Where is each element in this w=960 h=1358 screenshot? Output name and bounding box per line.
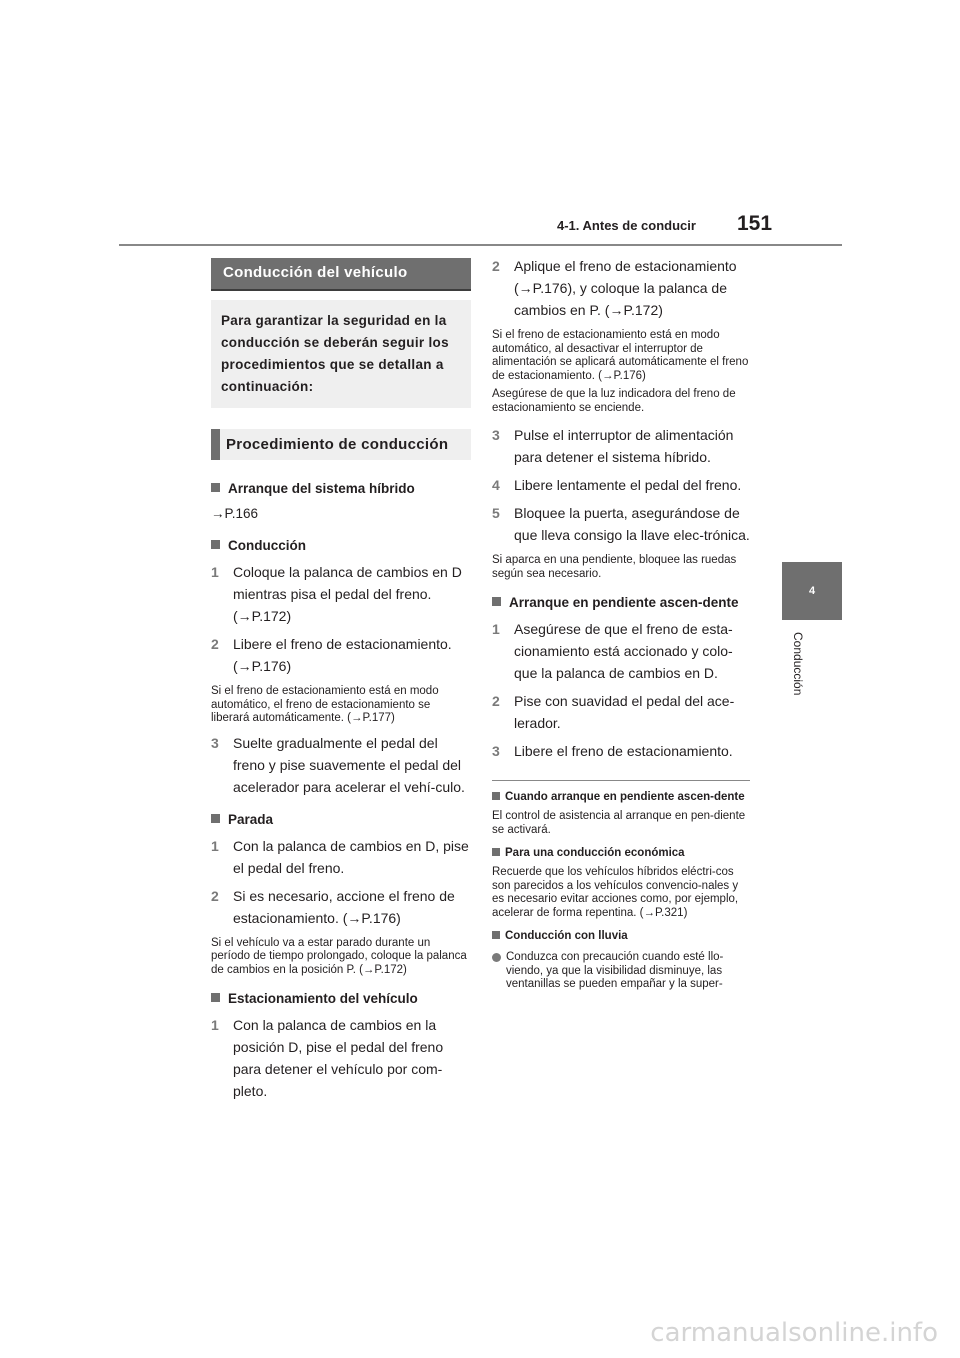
step-number: 1 — [211, 564, 219, 580]
step-number: 2 — [211, 636, 219, 652]
chapter-tab[interactable]: 4 — [782, 562, 842, 620]
info-text: Recuerde que los vehículos híbridos eléctri-cos son parecidos a los vehículos convencio-nales y es necesario evitar acciones como, por ejemplo, acelerar de forma repentina. (→P.321) — [492, 866, 739, 919]
step-number: 3 — [211, 734, 219, 751]
main-heading: Conducción del vehículo — [211, 258, 471, 291]
note-text: Si el freno de estacionamiento está en modo automático, al desactivar el interruptor de alimentación se aplicará automáticamente el freno de estacionamiento. (→P.176) — [492, 329, 749, 382]
step-text: Con la palanca de cambios en D, pise el pedal del freno. — [233, 837, 469, 876]
step-number: 1 — [492, 621, 500, 637]
note-text: Asegúrese de que la luz indicadora del freno de estacionamiento se enciende. — [492, 388, 736, 414]
info-heading-text: Cuando arranque en pendiente ascen-dente — [505, 791, 745, 803]
step-text: Coloque la palanca de cambios en D mientras pisa el pedal del freno. (→P.172) — [233, 564, 462, 624]
info-text: El control de asistencia al arranque en pen-diente se activará. — [492, 810, 746, 836]
square-bullet-icon — [211, 483, 220, 492]
square-bullet-icon — [211, 814, 220, 823]
running-header-section: 4-1. Antes de conducir — [557, 218, 696, 233]
subheading-driving — [211, 537, 471, 555]
step-text: Libere el freno de estacionamiento. — [514, 743, 733, 759]
step-number: 2 — [211, 887, 219, 904]
subheading-text: Conducción — [228, 538, 306, 553]
subheading-stopping — [211, 811, 471, 829]
step-item — [492, 502, 750, 546]
step-text: Asegúrese de que el freno de esta-cionamiento está accionado y colo-que la palanca de cambios en D. — [514, 621, 733, 681]
step-item — [211, 835, 471, 879]
bullet-item — [492, 951, 750, 992]
step-item — [492, 424, 750, 468]
subheading-text: Estacionamiento del vehículo — [228, 991, 418, 1006]
note-text: Si aparca en una pendiente, bloquee las ruedas según sea necesario. — [492, 554, 737, 580]
chapter-tab-title — [783, 632, 813, 712]
page-number: 151 — [737, 212, 773, 235]
step-number: 1 — [211, 837, 219, 854]
header-divider — [119, 244, 842, 246]
step-item — [211, 561, 471, 627]
step-number: 4 — [492, 477, 500, 493]
step-number: 5 — [492, 505, 500, 521]
step-number: 2 — [492, 258, 500, 274]
step-item — [211, 732, 471, 798]
subheading-hill-start — [492, 594, 750, 612]
left-column — [211, 258, 471, 1102]
right-column — [492, 255, 750, 992]
step-text: Libere el freno de estacionamiento. (→P.176) — [233, 636, 452, 674]
step-text: Suelte gradualmente el pedal del freno y pise suavemente el pedal del acelerador para acelerar el vehí-culo. — [233, 734, 465, 795]
square-bullet-icon — [492, 792, 500, 800]
step-text: Libere lentamente el pedal del freno. — [514, 477, 742, 493]
bullet-text: Conduzca con precaución cuando esté llo-viendo, ya que la visibilidad disminuye, las ventanillas se pueden empañar y la super- — [506, 951, 724, 990]
intro-box: Para garantizar la seguridad en la conducción se deberán seguir los procedimientos que se detallan a continuación: — [211, 300, 471, 408]
subheading-text: Arranque en pendiente ascen-dente — [509, 595, 739, 610]
page-reference-link[interactable]: →P.166 — [211, 506, 259, 521]
step-item — [492, 740, 750, 762]
step-item — [492, 618, 750, 684]
step-item — [211, 1014, 471, 1102]
step-number: 3 — [492, 427, 500, 443]
circle-bullet-icon — [492, 953, 501, 962]
step-number: 3 — [492, 743, 500, 759]
info-heading-hill — [492, 790, 750, 804]
note-text: Si el freno de estacionamiento está en modo automático, el freno de estacionamiento se liberará automáticamente. (→P.177) — [211, 685, 439, 724]
step-item — [492, 255, 750, 321]
section-heading: Procedimiento de conducción — [211, 429, 471, 460]
step-text: Si es necesario, accione el freno de estacionamiento. (→P.176) — [233, 887, 455, 926]
info-heading-text: Para una conducción económica — [505, 847, 685, 859]
square-bullet-icon — [211, 540, 220, 549]
watermark: carmanualsonline.info — [650, 1318, 938, 1348]
info-heading-economy — [492, 846, 750, 860]
subheading-parking — [211, 990, 471, 1008]
step-number: 2 — [492, 693, 500, 709]
step-text: Pise con suavidad el pedal del ace-lerador. — [514, 693, 735, 731]
subheading-hybrid-start — [211, 480, 471, 498]
subheading-text: Arranque del sistema híbrido — [228, 481, 415, 496]
step-item — [211, 885, 471, 929]
step-item — [492, 474, 750, 496]
square-bullet-icon — [211, 993, 220, 1002]
subheading-text: Parada — [228, 811, 274, 827]
square-bullet-icon — [492, 848, 500, 856]
chapter-title-text: Conducción — [791, 632, 805, 696]
note-text: Si el vehículo va a estar parado durante un período de tiempo prolongado, coloque la palanca de cambios en la posición P. (→P.172) — [211, 936, 467, 976]
step-item — [492, 690, 750, 734]
step-text: Con la palanca de cambios en la posición D, pise el pedal del freno para detener el vehículo por com-pleto. — [233, 1017, 444, 1099]
info-heading-rain — [492, 929, 750, 943]
square-bullet-icon — [492, 931, 500, 939]
step-number: 1 — [211, 1017, 219, 1033]
info-heading-text: Conducción con lluvia — [505, 930, 628, 942]
info-divider — [492, 780, 750, 781]
square-bullet-icon — [492, 597, 501, 606]
step-text: Pulse el interruptor de alimentación para detener el sistema híbrido. — [514, 427, 734, 465]
step-text: Aplique el freno de estacionamiento (→P.176), y coloque la palanca de cambios en P. (→P.172) — [514, 258, 737, 318]
step-item — [211, 633, 471, 677]
step-text: Bloquee la puerta, asegurándose de que lleva consigo la llave elec-trónica. — [514, 505, 750, 543]
